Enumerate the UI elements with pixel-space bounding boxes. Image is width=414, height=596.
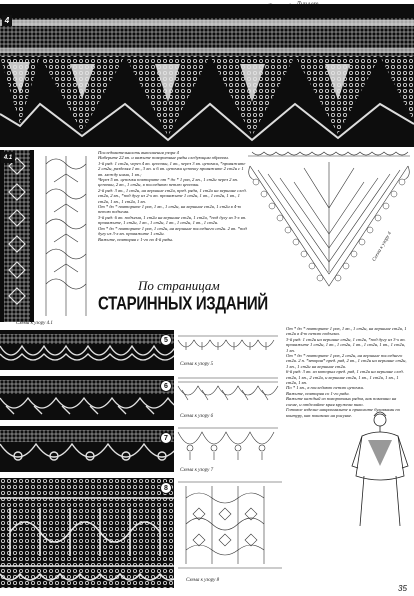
lace-photo-6: [0, 376, 174, 420]
pattern-number-7: 7: [160, 432, 172, 444]
caption-4: Схема к узору 4: [372, 231, 393, 263]
lace-photo-4-1-art: [0, 150, 34, 322]
pattern-number-4: 4: [2, 15, 12, 26]
lace-photo-6-art: [0, 376, 174, 420]
lace-photo-5-art: [0, 330, 174, 370]
chart-5: [176, 330, 280, 360]
caption-5: Схема к узору 5: [180, 362, 214, 367]
fashion-figure-art: [340, 410, 414, 530]
chart-4-art: [244, 148, 414, 294]
pattern-number-8: 8: [160, 482, 172, 494]
chart-7-art: [176, 424, 280, 464]
chart-7: [176, 424, 280, 464]
banner-line-1: По страницам: [138, 278, 220, 293]
caption-4-1: Схема к узору 4.1: [16, 321, 53, 326]
chart-6: [176, 372, 280, 408]
chart-4: [244, 148, 414, 294]
chart-6-art: [176, 372, 280, 408]
chart-5-art: [176, 330, 280, 360]
lace-photo-8: [0, 478, 174, 588]
chart-4-1-art: [36, 150, 98, 322]
lace-photo-5: [0, 330, 174, 370]
pattern-number-5: 5: [160, 334, 172, 346]
chart-8: [176, 478, 284, 576]
banner-line-2: СТАРИННЫХ ИЗДАНИЙ: [98, 293, 268, 315]
lace-photo-8-art: [0, 478, 174, 588]
lace-photo-4-art: [0, 4, 414, 147]
instructions-continued: От * до * повторите 1 раз, 1 вп., 1 ст2н, на вершине ст2н, 1 ст2н в 4-ю петлю подъема. 3-й ряд: 1 ст2н на вершине ст2н, 1 ст2н, *под дугу из 3-х вп. провяжите 1 ст2н, 1 вп., 1 ст2н, 1 вп., 1 ст2н, 1 вп., 1 ст2н, 1 вп. От * до * повторите 1 раз, 2 ст2н, на вершине последнего ст2н. 2 п. *вторая* пред. ряд, 2 вп., 1 ст2н на вершине ст2н, 1 вп., 1 ст2н на вершине ст2н. 6-й ряд: 3 вп. из которых пред. ряд, 1 ст2н на вершине след. ст2н, 1 вп., 2 ст2н, и вершине ст2н, 1 вп., 1 ст2н, 1 вп., 1 ст2н, 1 вп. По * 1 вп., в последнюю петлю цепочки. Вяжите, повторяя со 1-го ряда. Вяжите каждый из поворотных рядов, как показано на схеме, и отделайте края кружева пико. Готовое изделие накрахмалите и приколите булавками по контуру, как показано на рисунке.: [286, 326, 407, 418]
lace-photo-7: [0, 426, 174, 472]
lace-photo-4-1: [0, 150, 34, 322]
lace-photo-7-art: [0, 426, 174, 472]
caption-8: Схема к узору 8: [186, 578, 220, 583]
chart-4-1: [36, 150, 98, 322]
instructions-pattern-4: Последовательность выполнения узора 4 Наберите 22 вп. и вяжите поворотные ряды следующим образом. 1-й ряд: 1 ст2н, через 4 вп. цепочки, 1 вп., через 3 вп. цепочки, *провяжите 2 ст2н, разделяя 1 вп., 3 вп. и 6 вп. цепочки цепочку провяжите 2 ст2н с 1 вп. между ними, 1 вп.; Через 5 вп. цепочки повторите от * до * 1 раз, 2 вп., 1 ст2н через 2 вп. цепочки, 2 вп., 1 ст2н, в последнюю петлю цепочки. 2-й ряд: 3 вп., 1 ст2н, на вершине ст2н, пред. ряда, 1 ст2н на вершине след. ст2н, 2 вп., *под дугу из 2-х вп. провяжите 1 ст2н, 1 вп., 1 ст2н, 1 вп., 1 ст2н, 1 вп., 1 ст2н, 1 вп. От * до * повторите 1 раз, 1 вп., 1 ст2н, на вершине ст2н, 1 ст2н в 4-ю петлю подъема. 3-й ряд: 6 вп. подъема, 1 ст2н на вершине ст2н, 1 ст2н, *под дугу из 3-х вп. провяжите, 1 ст2н, 1 вп., 1 ст2н, 1 вп., 1 ст2н, 1 вп., 1 ст2н. От * до * повторите 1 раз, 1 ст2н, на вершине последнего ст2н. 2 вп. *под дугу из 3-х вп. провяжите 1 ст2н. Вяжите, повторяя с 1-го по 4-й ряды.: [98, 150, 247, 242]
page-number: 35: [398, 584, 407, 593]
caption-7: Схема к узору 7: [180, 468, 214, 473]
pattern-number-6: 6: [160, 380, 172, 392]
fashion-figure-illustration: [340, 410, 414, 530]
caption-6: Схема к узору 6: [180, 414, 214, 419]
pattern-number-4-1: 4.1: [1, 152, 15, 163]
lace-photo-4: [0, 4, 414, 147]
chart-8-art: [176, 478, 284, 576]
